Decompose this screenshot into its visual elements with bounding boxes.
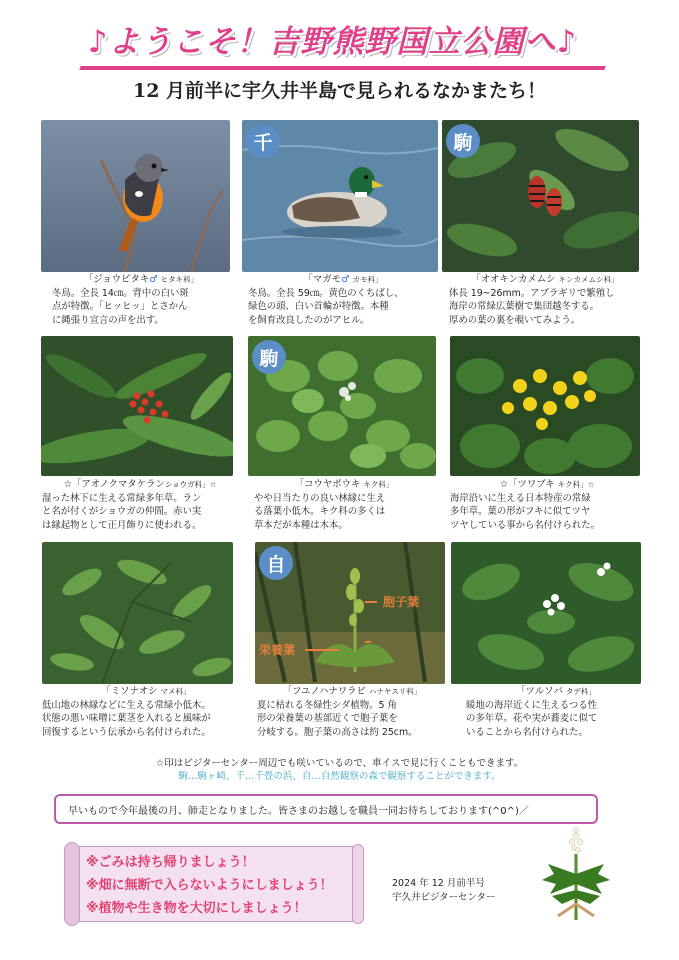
species-name: 「ミソナオシ <box>101 686 158 697</box>
caption-kouyabouki <box>254 478 434 532</box>
photo-tsurusoba <box>451 542 641 684</box>
family-name: タデ科」 <box>565 687 596 696</box>
rule-item: ※ごみは持ち帰りましょう！ <box>86 855 255 870</box>
caption-line: に縄張り宣言の声を出す。 <box>52 314 164 326</box>
species-name: 「マガモ <box>303 274 342 285</box>
location-badge: 自 <box>259 546 293 580</box>
photo-tsuwabuki <box>450 336 640 476</box>
org-name: 宇久井ビジターセンター <box>392 892 496 903</box>
caption-line: いることから名付けられた。 <box>466 726 588 738</box>
star-note: ☆印はビジターセンター周辺でも咲いているので、車イスで見に行くこともできます。 <box>155 758 524 769</box>
family-name: ヒタキ科」 <box>160 275 199 284</box>
caption-line: 状態の悪い味噌に葉茎を入れると風味が <box>42 713 211 725</box>
caption-line: は縁起物として正月飾りに使われる。 <box>42 519 202 531</box>
caption-line: 厚めの葉の裏を覗いてみよう。 <box>449 314 581 326</box>
caption-fuyunohanawarabi <box>257 685 447 739</box>
caption-line: 低山地の林縁などに生える常緑小低木。 <box>42 699 211 711</box>
caption-jobitaki <box>52 273 230 327</box>
message-box <box>54 794 598 824</box>
male-icon: ♂ <box>149 274 158 285</box>
spore-leaf-label: 胞子葉 <box>383 595 420 609</box>
caption-line: 海岸の常緑広葉樹で集団越冬する。 <box>449 301 600 313</box>
caption-line: やや日当たりの良い林縁に生え <box>254 492 386 504</box>
photo-misonaoshi <box>42 542 233 684</box>
male-icon: ♂ <box>341 274 350 285</box>
location-badge: 駒 <box>446 124 480 158</box>
nutrient-leaf-label: 栄養葉 <box>259 643 296 657</box>
rule-item: ※植物や生き物を大切にしましょう！ <box>86 901 307 916</box>
location-legend: 駒…駒ヶ崎、千…千畳の浜、自…自然観察の森で観察することができます。 <box>178 771 501 782</box>
caption-line: 緑色の頭、白い首輪が特徴。本種 <box>248 301 389 313</box>
caption-line: 回復するという伝承から名付けられた。 <box>42 726 211 738</box>
page-title: ♪ようこそ！吉野熊野国立公園へ♪ <box>87 24 578 60</box>
species-name: 「コウヤボウキ <box>294 479 361 490</box>
family-name: キンカメムシ科」 <box>558 275 619 284</box>
caption-line: 草本だが本種は木本。 <box>254 519 348 531</box>
title-underline <box>79 66 605 70</box>
page-subtitle: 12 月前半に宇久井半島で見られるなかまたち！ <box>132 80 547 102</box>
message-text: 早いもので今年最後の月、師走となりました。皆さまのお越しを職員一同お待ちしております(^0^)／ <box>68 805 529 817</box>
plant-illustration-icon <box>528 824 624 920</box>
caption-line: と名が付くがショウガの仲間。赤い実 <box>42 506 202 518</box>
caption-aonokumatakeran <box>42 478 238 532</box>
species-name: 「フユノハナワラビ <box>282 686 366 697</box>
species-name: 「ジョウビタキ <box>83 274 150 285</box>
issue-label: 2024 年 12 月前半号 <box>392 878 485 889</box>
caption-misonaoshi <box>42 685 250 739</box>
title-banner <box>60 16 605 76</box>
caption-line: 湿った林下に生える常緑多年草。ラン <box>42 492 202 504</box>
photo-aonokumatakeran <box>41 336 233 476</box>
caption-line: 冬鳥。全長 59㎝。黄色のくちばし、 <box>248 287 404 299</box>
location-badge: 千 <box>246 124 280 158</box>
family-name: ショウガ科」☆ <box>164 480 217 489</box>
caption-line: を飼育改良したのがアヒル。 <box>248 314 370 326</box>
species-name: 「ツルソバ <box>516 686 563 697</box>
footer <box>392 877 496 905</box>
caption-line: 点が特徴。「ヒッヒッ」とさかん <box>52 301 188 313</box>
caption-tsurusoba <box>466 685 646 739</box>
caption-line: る落葉小低木。キク科の多くは <box>254 506 386 518</box>
family-name: カモ科」 <box>352 275 383 284</box>
caption-line: ツヤしている事から名付けられた。 <box>450 519 601 531</box>
caption-line: 暖地の海岸近くに生えるつる性 <box>466 699 598 711</box>
family-name: キク科」 <box>363 480 394 489</box>
family-name: ハナヤスリ科」 <box>368 687 422 696</box>
rule-item: ※畑に無断で入らないようにしましょう！ <box>86 878 333 893</box>
species-name: 「オオキンカメムシ <box>471 274 556 285</box>
caption-tsuwabuki <box>450 478 644 532</box>
scroll-roll-right <box>352 844 364 924</box>
photo-fuyunohanawarabi <box>255 542 445 684</box>
photo-jobitaki <box>41 120 230 272</box>
caption-line: 冬鳥。全長 14㎝。背中の白い斑 <box>52 287 189 299</box>
caption-line: 形の栄養葉の基部近くで胞子葉を <box>257 713 398 725</box>
family-name: キク科」☆ <box>557 480 595 489</box>
caption-line: の多年草。花や実が蕎麦に似て <box>466 713 598 725</box>
photo-ookinkamemushi <box>442 120 639 272</box>
caption-line: 体長 19~26mm。アブラギリで繁殖し <box>449 287 615 299</box>
species-name: ☆「ツワブキ <box>499 479 555 490</box>
location-badge: 駒 <box>252 340 286 374</box>
caption-line: 夏に枯れる冬緑性シダ植物。5 角 <box>257 699 397 711</box>
caption-line: 分岐する。胞子葉の高さは約 25cm。 <box>257 726 418 738</box>
scroll-roll-left <box>64 842 80 926</box>
species-name: ☆「アオノクマタケラン <box>63 479 165 490</box>
caption-line: 多年草。葉の形がフキに似てツヤ <box>450 506 591 518</box>
photo-magamo <box>242 120 438 272</box>
family-name: マメ科」 <box>160 687 191 696</box>
caption-magamo <box>248 273 438 327</box>
caption-line: 海岸沿いに生える日本特産の常緑 <box>450 492 591 504</box>
photo-kouyabouki <box>248 336 436 476</box>
rules-scroll <box>64 842 364 926</box>
caption-ookinkamemushi <box>449 273 641 327</box>
